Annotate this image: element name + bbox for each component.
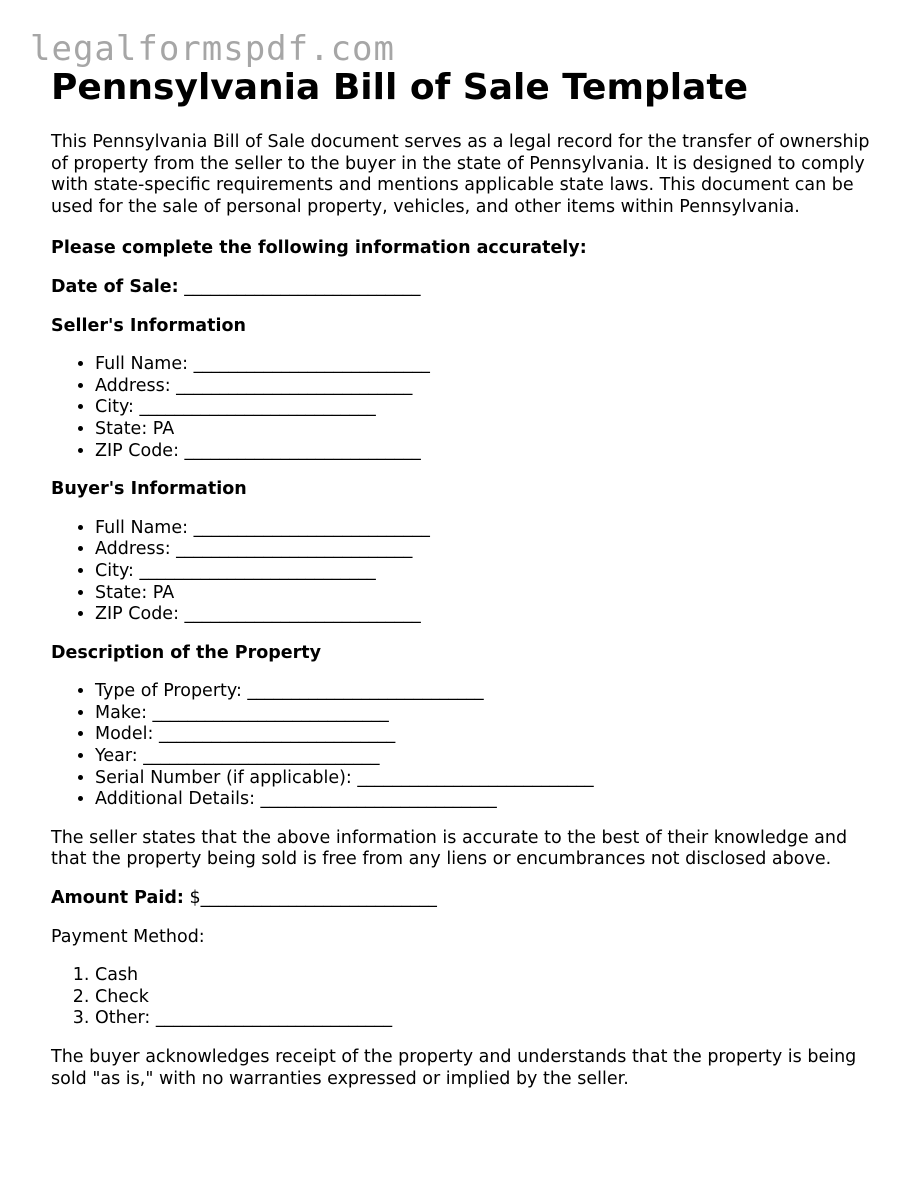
buyer-zip-field[interactable]: • ZIP Code: ___________________________ [95, 604, 881, 626]
seller-zip-field[interactable]: • ZIP Code: ___________________________ [95, 441, 881, 463]
seller-state-field: • State: PA [95, 419, 881, 441]
amount-paid-row [51, 888, 881, 910]
watermark: legalformspdf.com [30, 29, 395, 69]
buyer-address-field[interactable]: • Address: ___________________________ [95, 539, 881, 561]
seller-full-name-field[interactable]: • Full Name: ___________________________ [95, 354, 881, 376]
payment-method-list [51, 965, 881, 1030]
buyer-info-list [51, 518, 881, 626]
document-page [51, 66, 881, 1090]
property-type-field[interactable]: • Type of Property: ___________________________ [95, 681, 881, 703]
property-year-field[interactable]: • Year: ___________________________ [95, 746, 881, 768]
payment-option-check[interactable]: 2. Check [95, 987, 881, 1009]
property-info-list [51, 681, 881, 811]
buyer-city-field[interactable]: • City: ___________________________ [95, 561, 881, 583]
amount-paid-label: Amount Paid: [51, 888, 184, 909]
buyer-section-heading: Buyer's Information [51, 479, 247, 500]
buyer-state-field: • State: PA [95, 583, 881, 605]
payment-option-other[interactable]: 3. Other: ___________________________ [95, 1008, 881, 1030]
seller-info-list [51, 354, 881, 462]
date-of-sale-field[interactable]: ___________________________ [184, 276, 421, 297]
buyer-acknowledgement: The buyer acknowledges receipt of the property and understands that the property is being sold "as is," with no warranties expressed or implied by the seller. [51, 1047, 857, 1089]
seller-city-field[interactable]: • City: ___________________________ [95, 397, 881, 419]
seller-section-heading: Seller's Information [51, 315, 246, 336]
buyer-full-name-field[interactable]: • Full Name: ___________________________ [95, 518, 881, 540]
seller-address-field[interactable]: • Address: ___________________________ [95, 376, 881, 398]
amount-paid-field[interactable]: $___________________________ [189, 888, 437, 909]
date-of-sale-label: Date of Sale: [51, 276, 179, 297]
date-of-sale-row [51, 277, 881, 299]
property-section-heading: Description of the Property [51, 642, 322, 663]
property-serial-field[interactable]: • Serial Number (if applicable): ___________________________ [95, 768, 881, 790]
payment-method-label: Payment Method: [51, 926, 205, 947]
payment-option-cash[interactable]: 1. Cash [95, 965, 881, 987]
property-make-field[interactable]: • Make: ___________________________ [95, 703, 881, 725]
property-model-field[interactable]: • Model: ___________________________ [95, 724, 881, 746]
instructions-lead: Please complete the following information accurately: [51, 238, 587, 259]
page-title: Pennsylvania Bill of Sale Template [51, 67, 749, 108]
seller-statement: The seller states that the above information is accurate to the best of their knowledge and that the property being sold is free from any liens or encumbrances not disclosed above. [51, 827, 848, 870]
intro-paragraph: This Pennsylvania Bill of Sale document serves as a legal record for the transfer of ownership of property from the seller to the buyer in the state of Pennsylvania. It is designed to comply with state-specific requirements and mentions applicable state laws. This document can be used for the sale of personal property, vehicles, and other items within Pennsylvania. [51, 132, 870, 217]
property-details-field[interactable]: • Additional Details: ___________________________ [95, 789, 881, 811]
